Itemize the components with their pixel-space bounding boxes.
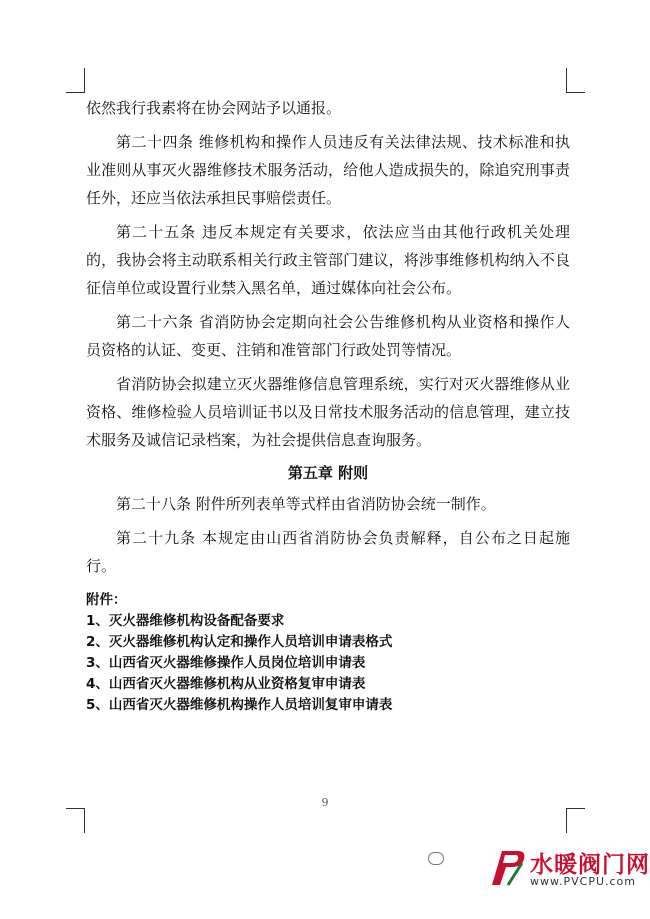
wechat-icon	[428, 852, 444, 865]
document-body	[86, 94, 570, 586]
crop-mark-bottom-right	[566, 808, 585, 833]
attachments-heading: 附件：	[86, 592, 127, 608]
chapter-title: 第五章 附则	[287, 464, 369, 482]
attachment-item: 1、灭火器维修机构设备配备要求	[86, 613, 285, 629]
paragraph-continuation: 依然我行我素将在协会网站予以通报。	[86, 99, 342, 117]
attachment-item: 4、山西省灭火器维修机构从业资格复审申请表	[86, 676, 366, 692]
article-24: 第二十四条 维修机构和操作人员违反有关法律法规、技术标准和执业准则从事灭火器维修技术服务活动，给他人造成损失的，除追究刑事责任外，还应当依法承担民事赔偿责任。	[86, 133, 570, 207]
crop-mark-bottom-left	[66, 808, 85, 833]
article-27: 省消防协会拟建立灭火器维修信息管理系统，实行对灭火器维修从业资格、维修检验人员培训证书以及日常技术服务活动的信息管理，建立技术服务及诚信记录档案，为社会提供信息查询服务。	[86, 375, 570, 449]
crop-mark-top-right	[566, 68, 585, 93]
attachment-item: 3、山西省灭火器维修操作人员岗位培训申请表	[86, 655, 366, 671]
article-28: 第二十八条 附件所列表单等式样由省消防协会统一制作。	[116, 495, 496, 513]
site-name-watermark: 水暖阀门网	[530, 852, 650, 878]
article-29: 第二十九条 本规定由山西省消防协会负责解释，自公布之日起施行。	[86, 529, 570, 575]
attachments-list	[86, 590, 570, 716]
site-url-watermark: www.PVCPU.com	[530, 875, 636, 888]
attachment-item: 2、灭火器维修机构认定和操作人员培训申请表格式	[86, 634, 393, 650]
page-number: 9	[321, 796, 329, 809]
crop-mark-top-left	[66, 68, 85, 93]
site-logo-icon	[488, 845, 528, 889]
wechat-watermark	[428, 851, 448, 865]
article-26: 第二十六条 省消防协会定期向社会公告维修机构从业资格和操作人员资格的认证、变更、注销和准管部门行政处罚等情况。	[86, 313, 570, 359]
article-25: 第二十五条 违反本规定有关要求，依法应当由其他行政机关处理的，我协会将主动联系相关行政主管部门建议，将涉事维修机构纳入不良征信单位或设置行业禁入黑名单，通过媒体向社会公布。	[86, 223, 570, 297]
attachment-item: 5、山西省灭火器维修机构操作人员培训复审申请表	[86, 697, 393, 713]
